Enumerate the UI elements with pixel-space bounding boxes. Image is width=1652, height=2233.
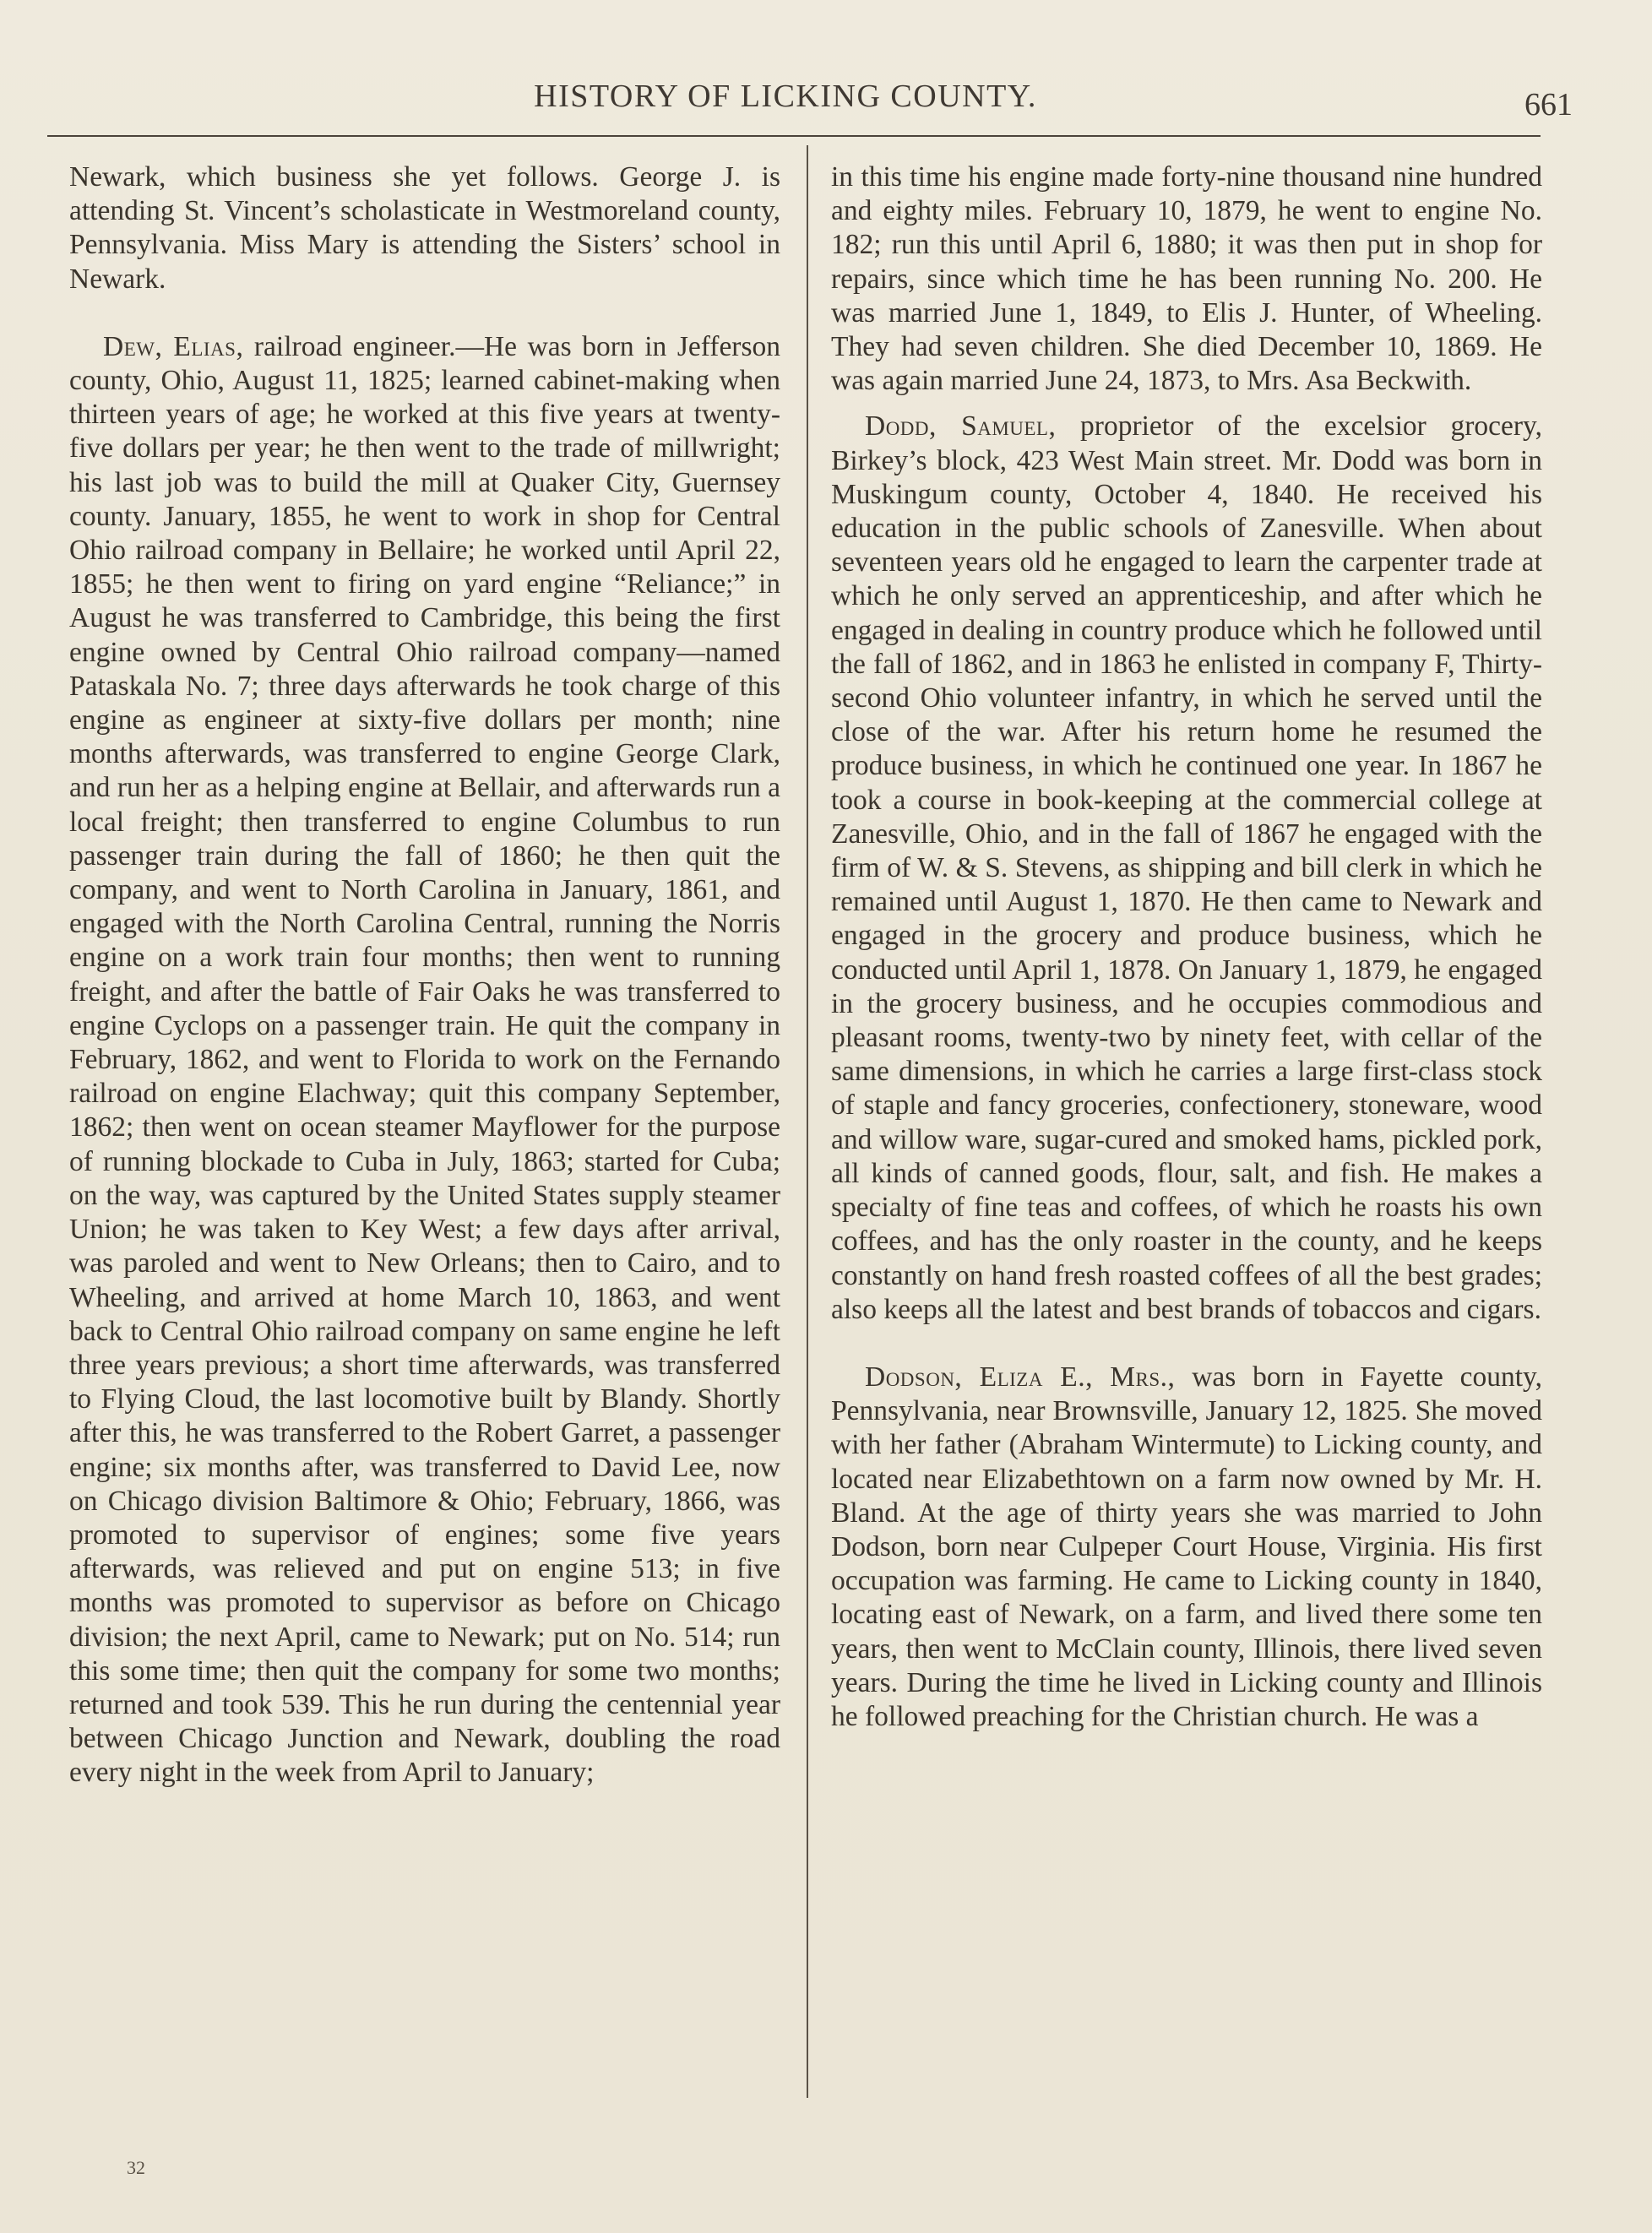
entry-dodd-samuel — [831, 410, 1542, 1326]
entry-text: railroad engineer.—He was born in Jefferson county, Ohio, August 11, 1825; learned cabinet-making when thirteen years of age; he worked at this five years at twenty-five dollars per year; he then went to the trade of millwright; his last job was to build the mill at Quaker City, Guernsey county. January, 1855, he went to work in shop for Central Ohio railroad company in Bellaire; he worked until April 22, 1855; he then went to firing on yard engine “Reliance;” in August he was transferred to Cambridge, this being the first engine owned by Central Ohio railroad company—named Pataskala No. 7; three days afterwards he took charge of this engine as engineer at sixty-five dollars per month; nine months afterwards, was transferred to engine George Clark, and run her as a helping engine at Bellair, and afterwards run a local freight; then transferred to engine Columbus to run passenger train during the fall of 1860; he then quit the company, and went to North Carolina in January, 1861, and engaged with the North Carolina Central, running the Norris engine on a work train four months; then went to running freight, and after the battle of Fair Oaks he was transferred to engine Cyclops on a passenger train. He quit the company in February, 1862, and went to Florida to work on the Fernando railroad on engine Elachway; quit this company September, 1862; then went on ocean steamer Mayflower for the purpose of running blockade to Cuba in July, 1863; started for Cuba; on the way, was captured by the United States supply steamer Union; he was taken to Key West; a few days after arrival, was paroled and went to New Orleans; then to Cairo, and to Wheeling, and arrived at home March 10, 1863, and went back to Central Ohio railroad company on same engine he left three years previous; a short time afterwards, was transferred to Flying Cloud, the last locomotive built by Blandy. Shortly after this, he was transferred to the Robert Garret, a passenger engine; six months after, was transferred to David Lee, now on Chicago division Baltimore & Ohio; February, 1866, was promoted to supervisor of engines; some five years afterwards, was relieved and put on engine 513; in five months was promoted to supervisor as before on Chicago division; the next April, came to Newark; put on No. 514; run this some time; then quit the company for some two months; returned and took 539. This he run during the centennial year between Chicago Junction and Newark, doubling the road every night in the week from April to January; — [69, 330, 780, 1789]
right-column — [831, 160, 1542, 1734]
column-divider — [807, 145, 808, 2098]
running-title: HISTORY OF LICKING COUNTY. — [534, 79, 1037, 114]
entry-text: was born in Fayette county, Pennsylvania, near Brownsville, January 12, 1825. She moved with her father (Abraham Wintermute) to Licking county, and located near Elizabethtown on a farm now owned by Mr. H. Bland. At the age of thirty years she was married to John Dodson, born near Culpeper Court House, Virginia. His first occupation was farming. He came to Licking county in 1840, locating east of Newark, on a farm, and lived there some ten years, then went to McClain county, Illinois, there lived seven years. During the time he lived in Licking county and Illinois he followed preaching for the Christian church. He was a — [831, 1361, 1543, 1732]
left-column — [69, 160, 780, 1790]
paragraph-continuation: in this time his engine made forty-nine thousand nine hundred and eighty miles. February 10, 1879, he went to engine No. 182; run this until April 6, 1880; it was then put in shop for repairs, since which time he has been running No. 200. He was married June 1, 1849, to Elis J. Hunter, of Wheeling. They had seven children. She died December 10, 1869. He was again married June 24, 1873, to Mrs. Asa Beckwith. — [831, 161, 1542, 397]
entry-dew-elias — [69, 330, 780, 1790]
entry-name: Dodson, Eliza E., Mrs., — [865, 1361, 1176, 1393]
entry-name: Dew, Elias, — [103, 330, 244, 362]
header-rule — [47, 135, 1541, 137]
entry-dodson-eliza — [831, 1361, 1542, 1734]
entry-text: proprietor of the excelsior grocery, Birkey’s block, 423 West Main street. Mr. Dodd was born in Muskingum county, October 4, 1840. He received his education in the public schools of Zanesville. When about seventeen years old he engaged to learn the carpenter trade at which he only served an apprenticeship, and after which he engaged in dealing in country produce which he followed until the fall of 1862, and in 1863 he enlisted in company F, Thirty-second Ohio volunteer infantry, in which he served until the close of the war. After his return home he resumed the produce business, in which he continued one year. In 1867 he took a course in book-keeping at the commercial college at Zanesville, Ohio, and in the fall of 1867 he engaged with the firm of W. & S. Stevens, as shipping and bill clerk in which he remained until August 1, 1870. He then came to Newark and engaged in the grocery and produce business, which he conducted until April 1, 1878. On January 1, 1879, he engaged in the grocery business, and he occupies commodious and pleasant rooms, twenty-two by ninety feet, with cellar of the same dimensions, in which he carries a large first-class stock of staple and fancy groceries, confectionery, stoneware, wood and willow ware, sugar-cured and smoked hams, pickled pork, all kinds of canned goods, flour, salt, and fish. He makes a specialty of fine teas and coffees, of which he roasts his own coffees, and has the only roaster in the county, and he keeps constantly on hand fresh roasted coffees of all the best grades; also keeps all the latest and best brands of tobaccos and cigars. — [831, 410, 1542, 1325]
page-number: 661 — [1524, 87, 1573, 122]
signature-mark: 32 — [127, 2157, 145, 2178]
entry-name: Dodd, Samuel, — [865, 410, 1057, 443]
paragraph-continuation: Newark, which business she yet follows. George J. is attending St. Vincent’s scholasticate in Westmoreland county, Pennsylvania. Miss Mary is attending the Sisters’ school in Newark. — [69, 161, 780, 295]
